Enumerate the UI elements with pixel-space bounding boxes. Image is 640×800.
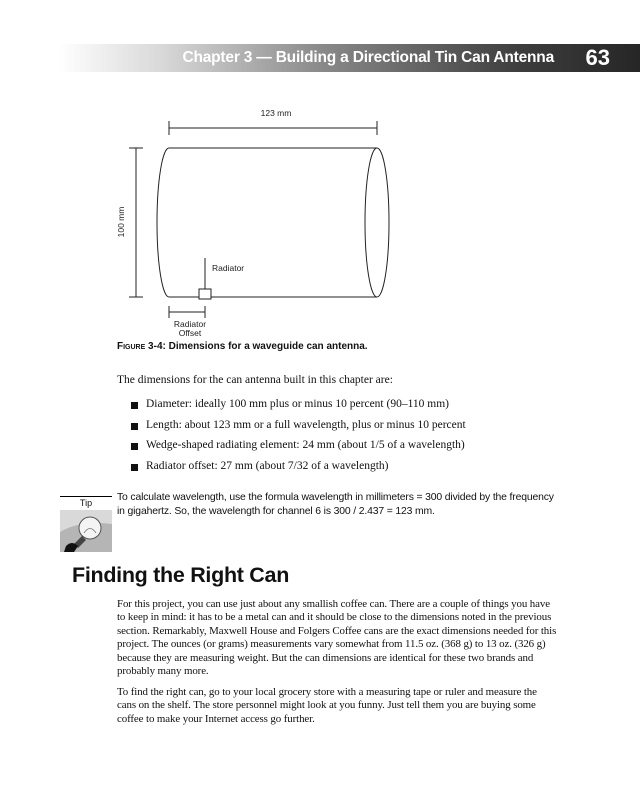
lightbulb-icon xyxy=(60,510,112,552)
length-dimension xyxy=(169,121,377,135)
radiator-element xyxy=(199,289,211,299)
tip-text: To calculate wavelength, use the formula wavelength in millimeters = 300 divided by the frequency in gigahertz. So, the wavelength for channel 6 is 300 / 2.437 = 123 mm. xyxy=(117,492,554,517)
can-cylinder xyxy=(157,148,389,297)
figure-caption-text: Dimensions for a waveguide can antenna. xyxy=(168,341,368,352)
list-item: Radiator offset: 27 mm (about 7/32 of a wavelength) xyxy=(131,460,571,481)
diameter-label: 100 mm xyxy=(116,206,126,238)
diameter-dimension xyxy=(129,148,143,297)
figure-label: Figure 3-4: xyxy=(117,341,166,352)
offset-dimension xyxy=(169,306,205,318)
paragraph: For this project, you can use just about any smallish coffee can. There are a couple of things you have to keep in mind: it has to be a metal can and it should be close to the dimensions noted in the previous section. Remarkably, Maxwell House and Folgers Coffee cans are the exact dimensions needed for this project. The ounces (or grams) measurements vary somewhat from 11.5 oz. (368 g) to 13 oz. (326 g) because they are measuring weight. But the can dimensions are identical for these two brands and probably many more. xyxy=(117,598,557,678)
chapter-title: Chapter 3 — Building a Directional Tin Can Antenna xyxy=(182,49,554,66)
dimensions-intro: The dimensions for the can antenna built in this chapter are: xyxy=(117,374,393,386)
section-heading: Finding the Right Can xyxy=(72,563,290,587)
page-number: 63 xyxy=(585,45,610,70)
length-label: 123 mm xyxy=(260,108,292,118)
list-item: Diameter: ideally 100 mm plus or minus 10 percent (90–110 mm) xyxy=(131,398,571,419)
offset-label-line1: Radiator xyxy=(173,319,207,329)
paragraph: To find the right can, go to your local grocery store with a measuring tape or ruler and measure the cans on the shelf. The store personnel might look at you funny. Just tell them you are buying some coffee to make your Internet access go further. xyxy=(117,686,537,725)
list-item: Wedge-shaped radiating element: 24 mm (about 1/5 of a wavelength) xyxy=(131,439,571,460)
radiator-label: Radiator xyxy=(212,263,245,273)
offset-label-line2: Offset xyxy=(178,328,202,338)
tip-label: Tip xyxy=(60,496,112,511)
dimensions-list xyxy=(131,398,571,480)
figure-caption xyxy=(117,341,368,352)
list-item: Length: about 123 mm or a full wavelength, plus or minus 10 percent xyxy=(131,419,571,440)
